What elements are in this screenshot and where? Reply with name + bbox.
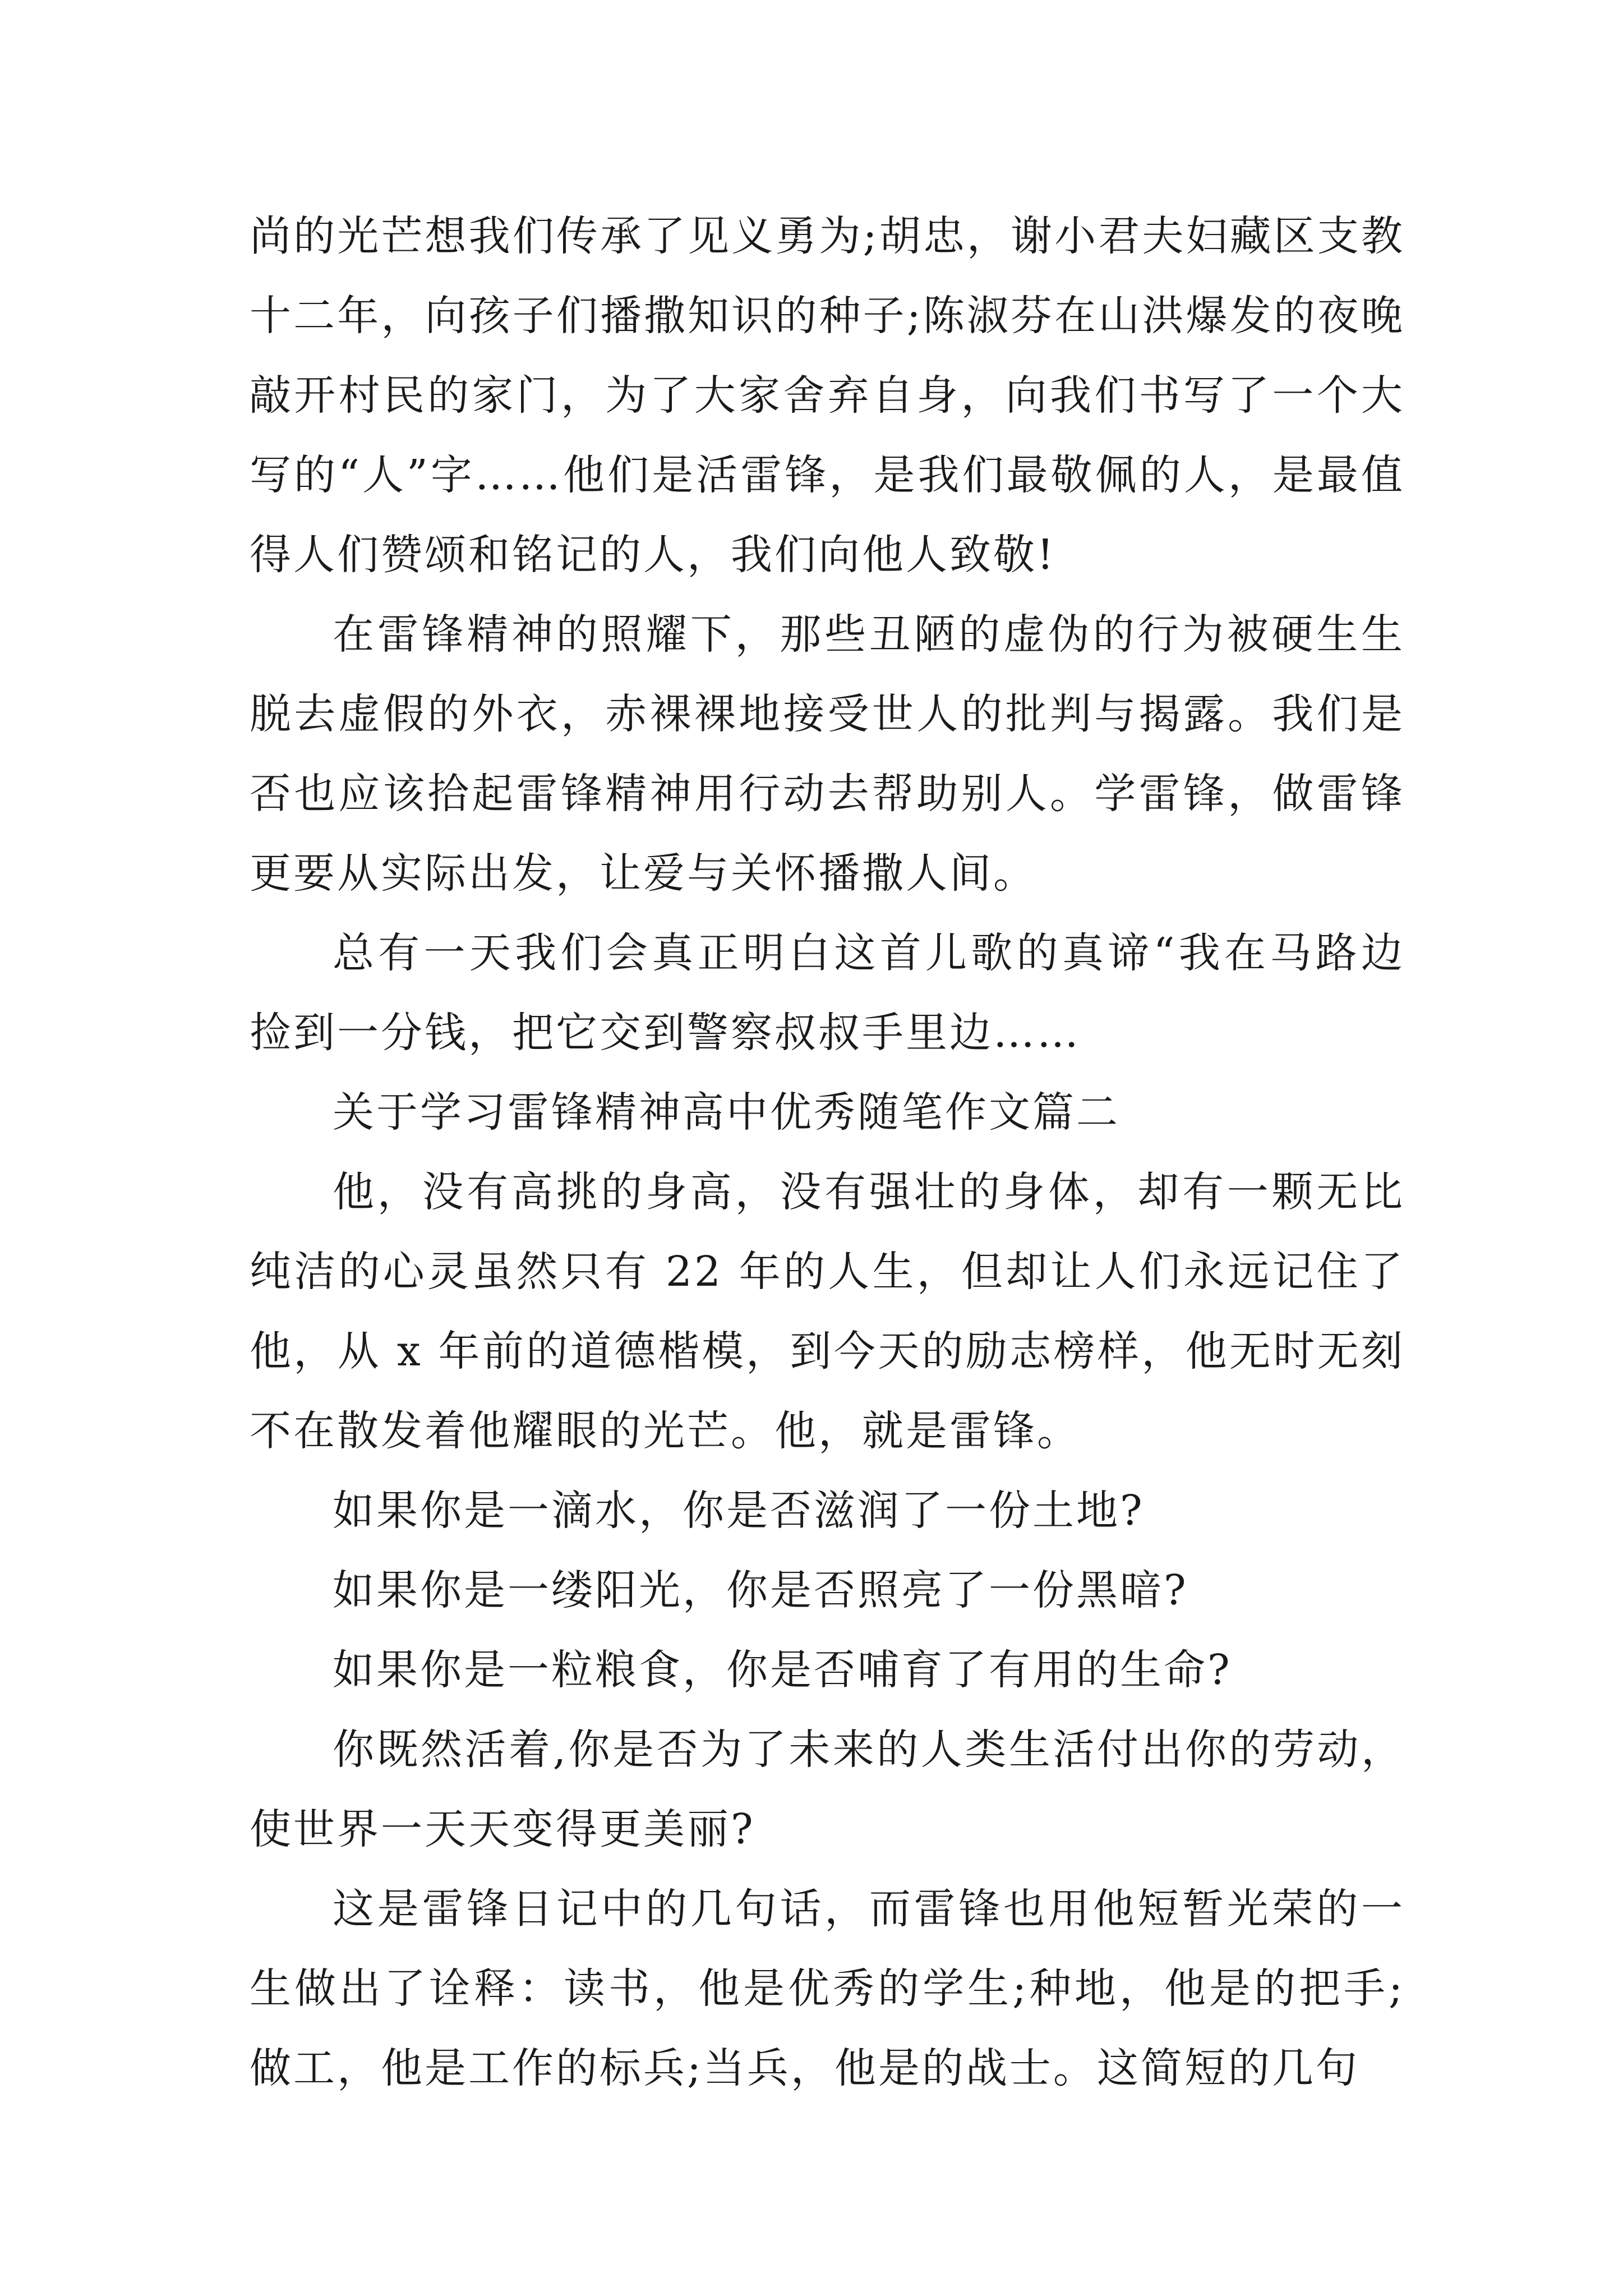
document-body	[250, 196, 1405, 2108]
paragraph-1: 尚的光芒想我们传承了见义勇为;胡忠，谢小君夫妇藏区支教十二年，向孩子们播撒知识的种子;陈淑芬在山洪爆发的夜晚敲开村民的家门，为了大家舍弃自身，向我们书写了一个大写的“人”字……他们是活雷锋，是我们最敬佩的人，是最值得人们赞颂和铭记的人，我们向他人致敬!	[250, 212, 1405, 579]
paragraph-7: 如果你是一缕阳光，你是否照亮了一份黑暗?	[333, 1566, 1188, 1614]
paragraph-9: 你既然活着,你是否为了未来的人类生活付出你的劳动，使世界一天天变得更美丽?	[250, 1726, 1405, 1853]
paragraph-10: 这是雷锋日记中的几句话，而雷锋也用他短暂光荣的一生做出了诠释：读书，他是优秀的学生;种地，他是的把手;做工，他是工作的标兵;当兵，他是的战士。这简短的几句	[250, 1885, 1405, 2092]
paragraph-2: 在雷锋精神的照耀下，那些丑陋的虚伪的行为被硬生生脱去虚假的外衣，赤裸裸地接受世人的批判与揭露。我们是否也应该拾起雷锋精神用行动去帮助别人。学雷锋，做雷锋更要从实际出发，让爱与关怀播撒人间。	[250, 610, 1405, 898]
section-heading: 关于学习雷锋精神高中优秀随笔作文篇二	[333, 1088, 1120, 1137]
paragraph-5: 他，没有高挑的身高，没有强壮的身体，却有一颗无比纯洁的心灵虽然只有 22 年的人生，但却让人们永远记住了他，从 x 年前的道德楷模，到今天的励志榜样，他无时无刻不在散发着他耀眼的光芒。他，就是雷锋。	[250, 1168, 1405, 1455]
paragraph-3: 总有一天我们会真正明白这首儿歌的真谛“我在马路边捡到一分钱，把它交到警察叔叔手里边……	[250, 929, 1405, 1057]
paragraph-6: 如果你是一滴水，你是否滋润了一份土地?	[333, 1487, 1145, 1535]
paragraph-8: 如果你是一粒粮食，你是否哺育了有用的生命?	[333, 1646, 1232, 1694]
